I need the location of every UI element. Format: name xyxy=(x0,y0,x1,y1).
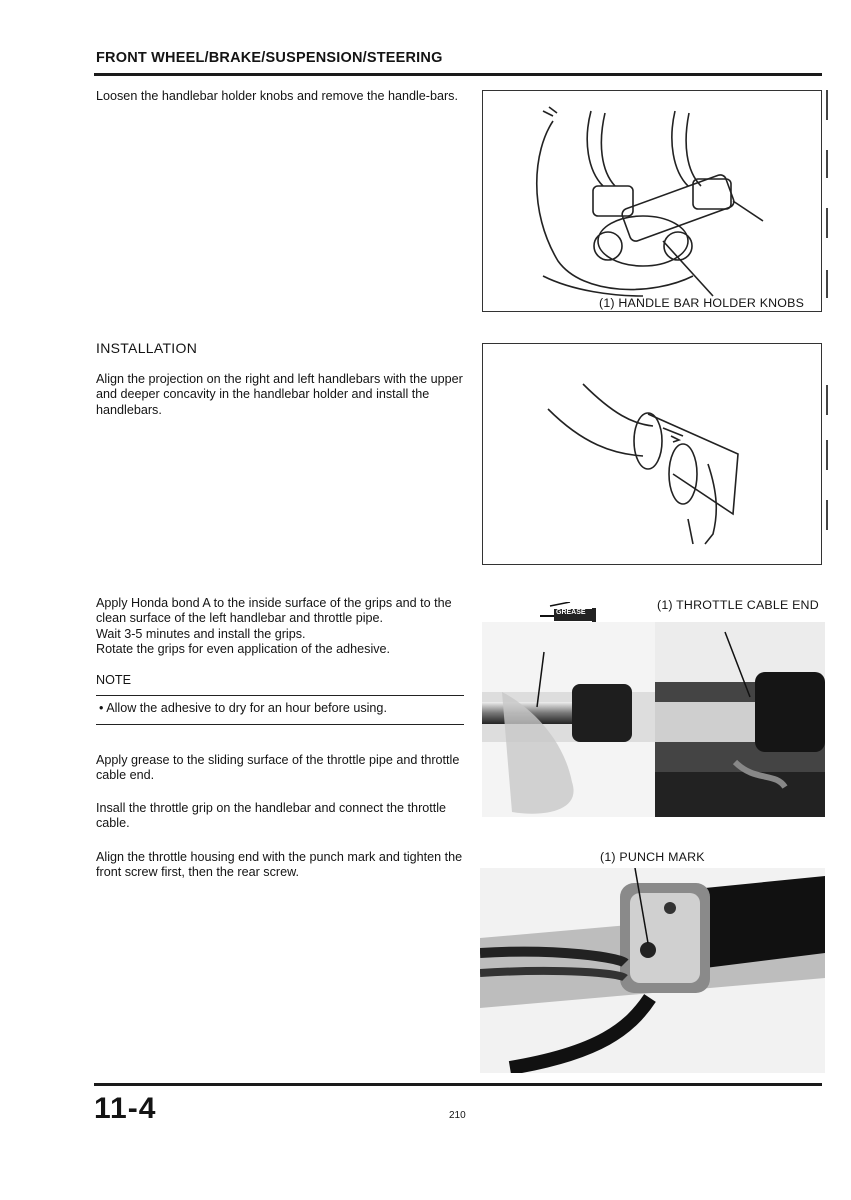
grease-tube-icon xyxy=(540,602,598,624)
page-number: 11-4 xyxy=(94,1092,157,1125)
paragraph-remove-handlebars: Loosen the handlebar holder knobs and remove the handle-bars. xyxy=(96,89,458,103)
margin-scan-marks xyxy=(826,90,836,1090)
paragraph-align-housing: Align the throttle housing end with the punch mark and tighten the front screw first, then the rear screw. xyxy=(96,850,463,880)
caption-throttle-cable-end: (1) THROTTLE CABLE END xyxy=(657,598,819,612)
punch-mark-image xyxy=(480,868,825,1073)
figure-handlebar-holder xyxy=(482,90,822,312)
header-rule xyxy=(94,73,822,76)
paragraph-align-projection: Align the projection on the right and left handlebars with the upper and deeper concavity in the handlebar holder and install the handlebars. xyxy=(96,372,463,417)
paragraph-install-throttle-grip: Insall the throttle grip on the handlebar and connect the throttle cable. xyxy=(96,801,447,831)
paragraph-apply-bond: Apply Honda bond A to the inside surface of the grips and to the clean surface of the left handlebar and throttle pipe. Wait 3-5 minutes and install the grips. Rotate the grips for even application of the adhesive. xyxy=(96,596,452,657)
sheet-number: 210 xyxy=(449,1110,466,1121)
note-title: NOTE xyxy=(96,673,131,687)
section-title: FRONT WHEEL/BRAKE/SUSPENSION/STEERING xyxy=(96,50,443,66)
throttle-cable-end-image xyxy=(655,622,825,817)
handlebar-holder-drawing xyxy=(483,91,821,311)
paragraph-apply-grease: Apply grease to the sliding surface of the throttle pipe and throttle cable end. xyxy=(96,753,460,783)
grease-label: GREASE xyxy=(556,609,586,616)
photo-punch-mark xyxy=(480,868,825,1073)
figure-handlebar-projection xyxy=(482,343,822,565)
note-item: • Allow the adhesive to dry for an hour before using. xyxy=(99,701,387,715)
caption-punch-mark: (1) PUNCH MARK xyxy=(600,850,705,864)
note-box xyxy=(96,695,464,725)
grease-throttle-pipe-image xyxy=(482,622,657,817)
installation-heading: INSTALLATION xyxy=(96,340,198,356)
handlebar-projection-drawing xyxy=(483,344,821,564)
footer-rule xyxy=(94,1083,822,1086)
caption-handlebar-holder-knobs: (1) HANDLE BAR HOLDER KNOBS xyxy=(599,296,805,310)
photo-throttle-cable-end xyxy=(655,622,825,817)
photo-grease-throttle-pipe xyxy=(482,622,657,817)
